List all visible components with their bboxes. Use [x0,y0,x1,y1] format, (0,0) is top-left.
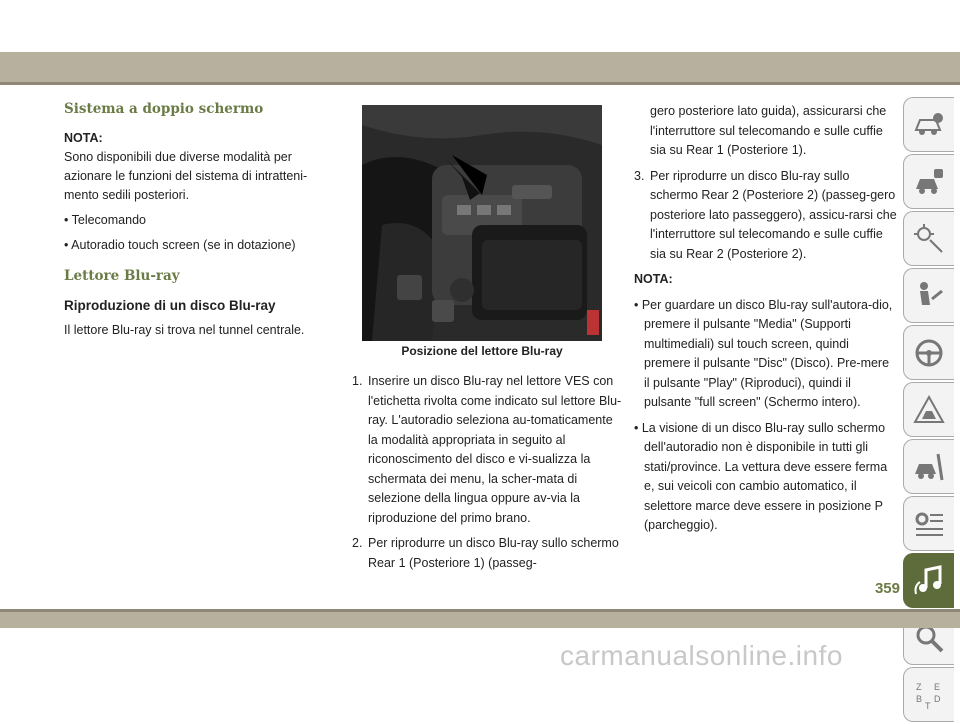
dashboard-light-icon [912,222,946,256]
tab-airbag-seat[interactable] [903,268,954,323]
svg-text:E: E [934,681,941,692]
section-title-dual-screen: Sistema a doppio schermo [64,101,264,117]
chapter-tabs [903,97,955,724]
svg-text:B: B [916,693,923,704]
note-label: NOTA: [64,131,103,145]
specifications-icon [912,507,946,541]
multimedia-icon [912,564,946,598]
tab-warning-triangle[interactable] [903,382,954,437]
svg-text:D: D [934,693,941,704]
step-number: 2. [352,536,363,550]
step-continuation: gero posteriore lato guida), assicurarsi che l'interruttore sul telecomando e sulle cuffie sia su Rear 1 (Posteriore 1). [650,104,887,157]
paragraph: Il lettore Blu-ray si trova nel tunnel centrale. [64,323,305,337]
bullet-item: • Per guardare un disco Blu-ray sull'autora-dio, premere il pulsante "Media" (Supporti multimediali) sul touch screen, quindi premere il pulsante "Disc" (Disco). Pre-mere il pulsante "Play" (Riproduci), quindi il pulsante "full screen" (Schermo intero). [634,297,893,409]
tab-steering-wheel[interactable] [903,325,954,380]
steering-wheel-icon [912,336,946,370]
subsection-title: Riproduzione di un disco Blu-ray [64,298,276,313]
page-number: 359 [874,580,900,597]
tab-multimedia[interactable] [903,553,954,608]
bullet-item: • Telecomando [64,213,146,227]
airbag-seat-icon [912,279,946,313]
photo-illustration [362,105,602,341]
car-service-icon [912,450,946,484]
footer-band [0,612,960,628]
column-middle [352,372,624,579]
figure-caption: Posizione del lettore Blu-ray [401,344,563,358]
step-text: Per riprodurre un disco Blu-ray sullo schermo Rear 1 (Posteriore 1) (passeg- [368,536,619,570]
step-text: Per riprodurre un disco Blu-ray sullo schermo Rear 2 (Posteriore 2) (passeg-gero posteriore lato passeggero), assicu-rarsi che l'interruttore sul telecomando e sulle cuffie sia su Rear 2 (Posteriore 2). [650,168,897,261]
svg-text:Z: Z [916,681,922,692]
list-item [352,534,624,573]
tab-car-service[interactable] [903,439,954,494]
note-label: NOTA: [634,272,673,286]
section-title-bluray: Lettore Blu-ray [64,268,180,284]
list-item [352,372,624,528]
bluray-player-photo [362,105,602,341]
step-text: Inserire un disco Blu-ray nel lettore VES con l'etichetta rivolta come indicato sul lettore Blu-ray. L'autoradio seleziona au-tomaticamente la modalità appropriata in seguito al riconoscimento del disco e vi-sualizza la schermata dei menu, la scher-mata di selezione della lingua oppure av-via la riproduzione del primo brano. [368,374,622,525]
step-number: 3. [634,168,645,183]
step-number: 1. [352,374,363,388]
watermark: carmanualsonline.info [560,640,843,671]
header-band [0,52,960,82]
list-item [634,167,898,265]
bullet-item: • La visione di un disco Blu-ray sullo schermo dell'autoradio non è disponibile in tutti gli stati/province. La vettura deve essere ferma e, sui veicoli con cambio automatico, il selettore marce deve essere in posizione P (parcheggio). [634,420,888,532]
car-info-icon [912,108,946,142]
car-lock-icon [912,165,946,199]
tab-dashboard-light[interactable] [903,211,954,266]
warning-triangle-icon [912,393,946,427]
tab-car-lock[interactable] [903,154,954,209]
header-rule [0,82,960,85]
column-left [64,100,334,346]
bullet-item: • Autoradio touch screen (se in dotazione) [64,238,296,252]
tab-specifications[interactable] [903,496,954,551]
tab-index[interactable] [903,667,954,722]
tab-car-info[interactable] [903,97,954,152]
index-icon [912,678,946,712]
note-text: Sono disponibili due diverse modalità per azionare le funzioni del sistema di intratteni-mento sedili posteriori. [64,150,308,202]
column-right [634,102,898,542]
svg-text:T: T [925,700,931,711]
